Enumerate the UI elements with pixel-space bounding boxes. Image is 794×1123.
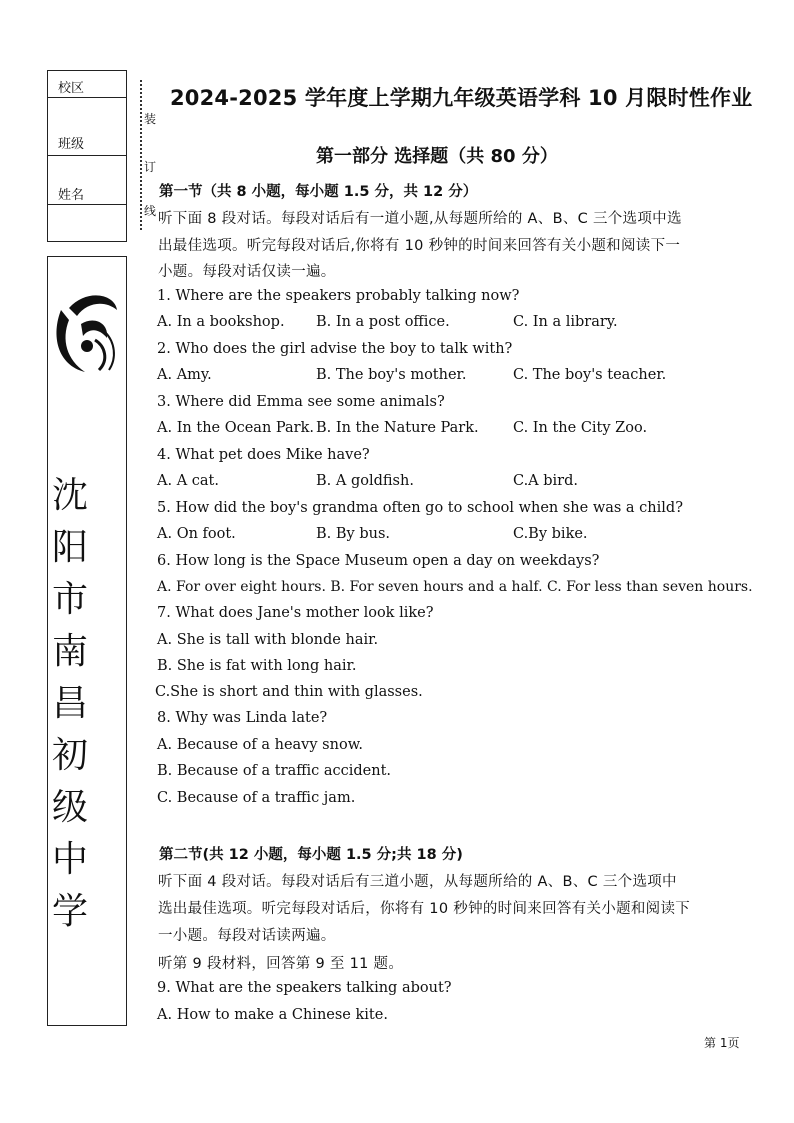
option-a: A. In a bookshop. [157, 314, 285, 330]
question-text: 5. How did the boy's grandma often go to school when she was a child? [157, 500, 683, 516]
option-b: B. She is fat with long hair. [157, 658, 357, 674]
info-divider [48, 204, 126, 205]
option-a: A. Because of a heavy snow. [157, 737, 363, 753]
option-a: A. How to make a Chinese kite. [157, 1007, 388, 1023]
question-text: 7. What does Jane's mother look like? [157, 605, 434, 621]
student-info-box [47, 70, 127, 242]
school-name-char: 初 [51, 735, 88, 776]
option-a: A. A cat. [157, 473, 219, 489]
school-name-char: 学 [51, 891, 88, 932]
option-b: B. In the Nature Park. [316, 420, 479, 436]
option-b: B. Because of a traffic accident. [157, 763, 392, 779]
option-c: C.By bike. [513, 526, 588, 542]
option-b: B. In a post office. [316, 314, 450, 330]
instruction-line: 听下面 4 段对话。每段对话后有三道小题，从每题所给的 A、B、C 三个选项中 [158, 874, 677, 890]
info-divider [48, 97, 126, 98]
document-title: 2024-2025 学年度上学期九年级英语学科 10 月限时性作业 [170, 86, 753, 110]
school-name-char: 昌 [51, 683, 88, 724]
section-heading: 第二节(共 12 小题，每小题 1.5 分;共 18 分) [159, 847, 463, 863]
school-name-vertical [40, 470, 100, 938]
question-text: 1. Where are the speakers probably talking now? [157, 288, 520, 304]
option-a: A. In the Ocean Park. [157, 420, 314, 436]
binding-cut-line [140, 80, 142, 230]
option-c: C. In the City Zoo. [513, 420, 648, 436]
option-a: A. She is tall with blonde hair. [157, 632, 379, 648]
option-c: C.A bird. [513, 473, 579, 489]
instruction-line: 小题。每段对话仅读一遍。 [158, 264, 336, 280]
cut-mark: 装 [144, 112, 157, 126]
name-label: 姓名 [58, 188, 85, 203]
option-c: C. Because of a traffic jam. [157, 790, 356, 806]
instruction-line: 听下面 8 段对话。每段对话后有一道小题,从每题所给的 A、B、C 三个选项中选 [158, 211, 682, 227]
school-name-char: 沈 [51, 475, 88, 516]
question-text: 9. What are the speakers talking about? [157, 980, 452, 996]
option-a: A. On foot. [157, 526, 236, 542]
school-logo-icon [47, 280, 125, 390]
instruction-line: 一小题。每段对话读两遍。 [158, 928, 336, 944]
option-b: B. A goldfish. [316, 473, 414, 489]
info-divider [48, 155, 126, 156]
part-title: 第一部分 选择题（共 80 分） [316, 146, 558, 167]
cut-mark: 线 [144, 204, 157, 218]
school-name-char: 中 [51, 839, 88, 880]
school-name-char: 南 [51, 631, 88, 672]
school-name-char: 阳 [51, 527, 88, 568]
question-text: 8. Why was Linda late? [157, 710, 328, 726]
page-number: 第 1页 [704, 1036, 740, 1050]
option-c: C. In a library. [513, 314, 618, 330]
question-text: 6. How long is the Space Museum open a day on weekdays? [157, 553, 600, 569]
option-c: C.She is short and thin with glasses. [155, 684, 423, 700]
question-text: 2. Who does the girl advise the boy to talk with? [157, 341, 513, 357]
option-b: B. By bus. [316, 526, 391, 542]
question-text: 3. Where did Emma see some animals? [157, 394, 445, 410]
cut-mark: 订 [144, 160, 157, 174]
school-name-char: 级 [51, 787, 88, 828]
class-label: 班级 [58, 137, 85, 152]
question-text: 4. What pet does Mike have? [157, 447, 370, 463]
campus-label: 校区 [58, 81, 85, 96]
school-name-char: 市 [51, 579, 88, 620]
material-instruction: 听第 9 段材料，回答第 9 至 11 题。 [158, 956, 404, 972]
option-line: A. For over eight hours. B. For seven hours and a half. C. For less than seven hours. [157, 579, 753, 595]
instruction-line: 选出最佳选项。听完每段对话后，你将有 10 秒钟的时间来回答有关小题和阅读下 [158, 901, 691, 917]
option-a: A. Amy. [157, 367, 212, 383]
section-heading: 第一节（共 8 小题，每小题 1.5 分，共 12 分） [159, 184, 478, 200]
instruction-line: 出最佳选项。听完每段对话后,你将有 10 秒钟的时间来回答有关小题和阅读下一 [158, 238, 681, 254]
option-b: B. The boy's mother. [316, 367, 467, 383]
option-c: C. The boy's teacher. [513, 367, 667, 383]
